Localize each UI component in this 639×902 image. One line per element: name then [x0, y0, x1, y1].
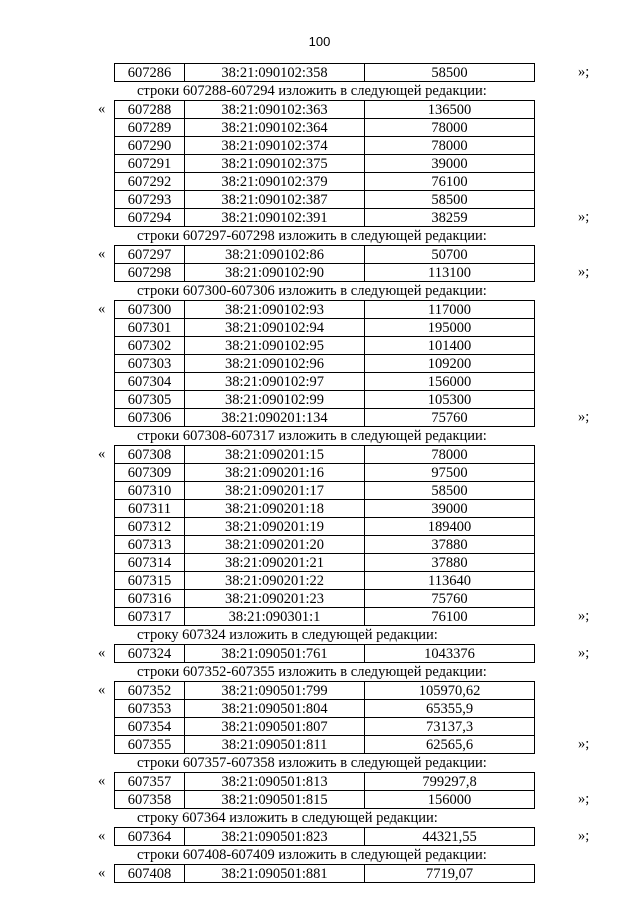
cadastral-number-cell: 38:21:090102:374 [185, 137, 365, 155]
table-row [115, 119, 535, 137]
table-row [115, 572, 535, 590]
table-row [115, 608, 535, 626]
cadastral-number-cell: 38:21:090301:1 [185, 608, 365, 626]
row-code-cell: 607304 [115, 373, 185, 391]
row-code-cell: 607286 [115, 64, 185, 82]
cadastral-number-cell: 38:21:090501:799 [185, 682, 365, 700]
value-cell: 113100 [365, 264, 535, 282]
value-cell: 58500 [365, 191, 535, 209]
value-cell: 76100 [365, 173, 535, 191]
value-cell: 113640 [365, 572, 535, 590]
table-row [115, 518, 535, 536]
row-code-cell: 607353 [115, 700, 185, 718]
table-row [115, 482, 535, 500]
row-code-cell: 607357 [115, 773, 185, 791]
value-cell: 37880 [365, 554, 535, 572]
row-code-cell: 607293 [115, 191, 185, 209]
cadastral-number-cell: 38:21:090102:363 [185, 101, 365, 119]
table-row [115, 337, 535, 355]
opening-quote: « [98, 773, 106, 789]
cadastral-number-cell: 38:21:090201:134 [185, 409, 365, 427]
value-cell: 39000 [365, 155, 535, 173]
cadastral-number-cell: 38:21:090102:375 [185, 155, 365, 173]
cadastral-number-cell: 38:21:090501:881 [185, 865, 365, 883]
cadastral-number-cell: 38:21:090102:391 [185, 209, 365, 227]
table-row [115, 536, 535, 554]
cadastral-number-cell: 38:21:090201:15 [185, 446, 365, 464]
opening-quote: « [98, 865, 106, 881]
closing-quote: »; [578, 409, 590, 425]
cadastral-number-cell: 38:21:090501:813 [185, 773, 365, 791]
row-code-cell: 607294 [115, 209, 185, 227]
value-cell: 37880 [365, 536, 535, 554]
table-row [115, 101, 535, 119]
closing-quote: »; [578, 736, 590, 752]
table-row [115, 319, 535, 337]
closing-quote: »; [578, 828, 590, 844]
row-code-cell: 607302 [115, 337, 185, 355]
row-code-cell: 607315 [115, 572, 185, 590]
amendment-heading: строки 607300-607306 изложить в следующей редакции: [137, 283, 487, 299]
cadastral-number-cell: 38:21:090201:16 [185, 464, 365, 482]
table-row [115, 645, 535, 663]
page-number: 100 [308, 34, 331, 49]
rows-table [114, 300, 535, 427]
amendment-heading: строку 607324 изложить в следующей редакции: [137, 627, 438, 643]
rows-table [114, 445, 535, 626]
row-code-cell: 607312 [115, 518, 185, 536]
table-row [115, 682, 535, 700]
row-code-cell: 607298 [115, 264, 185, 282]
row-code-cell: 607358 [115, 791, 185, 809]
cadastral-number-cell: 38:21:090102:95 [185, 337, 365, 355]
value-cell: 78000 [365, 137, 535, 155]
row-code-cell: 607288 [115, 101, 185, 119]
table-row [115, 246, 535, 264]
cadastral-number-cell: 38:21:090201:21 [185, 554, 365, 572]
table-row [115, 773, 535, 791]
amendment-heading: строки 607297-607298 изложить в следующей редакции: [137, 228, 487, 244]
opening-quote: « [98, 246, 106, 262]
amendment-block [0, 846, 639, 883]
row-code-cell: 607324 [115, 645, 185, 663]
closing-quote: »; [578, 608, 590, 624]
table-row [115, 355, 535, 373]
table-row [115, 191, 535, 209]
amendment-block [0, 626, 639, 663]
amendment-block [0, 227, 639, 282]
row-code-cell: 607309 [115, 464, 185, 482]
value-cell: 78000 [365, 446, 535, 464]
value-cell: 195000 [365, 319, 535, 337]
table-row [115, 500, 535, 518]
table-row [115, 64, 535, 82]
value-cell: 58500 [365, 64, 535, 82]
value-cell: 75760 [365, 590, 535, 608]
row-code-cell: 607292 [115, 173, 185, 191]
row-code-cell: 607300 [115, 301, 185, 319]
row-code-cell: 607297 [115, 246, 185, 264]
value-cell: 109200 [365, 355, 535, 373]
cadastral-number-cell: 38:21:090201:17 [185, 482, 365, 500]
amendment-block [0, 63, 639, 82]
row-code-cell: 607408 [115, 865, 185, 883]
rows-table [114, 644, 535, 663]
row-code-cell: 607316 [115, 590, 185, 608]
closing-quote: »; [578, 264, 590, 280]
closing-quote: »; [578, 791, 590, 807]
rows-table [114, 245, 535, 282]
row-code-cell: 607313 [115, 536, 185, 554]
value-cell: 62565,6 [365, 736, 535, 754]
table-row [115, 736, 535, 754]
value-cell: 58500 [365, 482, 535, 500]
opening-quote: « [98, 682, 106, 698]
cadastral-number-cell: 38:21:090201:18 [185, 500, 365, 518]
table-row [115, 446, 535, 464]
table-row [115, 464, 535, 482]
closing-quote: »; [578, 645, 590, 661]
cadastral-number-cell: 38:21:090102:364 [185, 119, 365, 137]
amendment-heading: строки 607288-607294 изложить в следующей редакции: [137, 83, 487, 99]
closing-quote: »; [578, 64, 590, 80]
row-code-cell: 607352 [115, 682, 185, 700]
cadastral-number-cell: 38:21:090501:761 [185, 645, 365, 663]
amendment-block [0, 82, 639, 227]
row-code-cell: 607303 [115, 355, 185, 373]
table-row [115, 373, 535, 391]
row-code-cell: 607355 [115, 736, 185, 754]
value-cell: 78000 [365, 119, 535, 137]
value-cell: 76100 [365, 608, 535, 626]
cadastral-number-cell: 38:21:090201:20 [185, 536, 365, 554]
table-row [115, 155, 535, 173]
value-cell: 75760 [365, 409, 535, 427]
amendment-block [0, 809, 639, 846]
value-cell: 50700 [365, 246, 535, 264]
cadastral-number-cell: 38:21:090102:93 [185, 301, 365, 319]
row-code-cell: 607305 [115, 391, 185, 409]
value-cell: 156000 [365, 373, 535, 391]
row-code-cell: 607311 [115, 500, 185, 518]
row-code-cell: 607314 [115, 554, 185, 572]
value-cell: 105300 [365, 391, 535, 409]
row-code-cell: 607310 [115, 482, 185, 500]
table-row [115, 590, 535, 608]
value-cell: 101400 [365, 337, 535, 355]
table-row [115, 301, 535, 319]
amendment-heading: строку 607364 изложить в следующей редакции: [137, 810, 438, 826]
closing-quote: »; [578, 209, 590, 225]
cadastral-number-cell: 38:21:090102:387 [185, 191, 365, 209]
value-cell: 189400 [365, 518, 535, 536]
amendment-block [0, 754, 639, 809]
amendment-heading: строки 607352-607355 изложить в следующей редакции: [137, 664, 487, 680]
value-cell: 65355,9 [365, 700, 535, 718]
table-row [115, 391, 535, 409]
cadastral-number-cell: 38:21:090201:23 [185, 590, 365, 608]
amendment-heading: строки 607357-607358 изложить в следующей редакции: [137, 755, 487, 771]
cadastral-number-cell: 38:21:090201:22 [185, 572, 365, 590]
opening-quote: « [98, 301, 106, 317]
cadastral-number-cell: 38:21:090102:358 [185, 64, 365, 82]
value-cell: 105970,62 [365, 682, 535, 700]
rows-table [114, 772, 535, 809]
rows-table [114, 63, 535, 82]
opening-quote: « [98, 828, 106, 844]
cadastral-number-cell: 38:21:090102:86 [185, 246, 365, 264]
cadastral-number-cell: 38:21:090102:90 [185, 264, 365, 282]
rows-table [114, 864, 535, 883]
table-row [115, 828, 535, 846]
value-cell: 97500 [365, 464, 535, 482]
row-code-cell: 607290 [115, 137, 185, 155]
value-cell: 39000 [365, 500, 535, 518]
cadastral-number-cell: 38:21:090501:811 [185, 736, 365, 754]
cadastral-number-cell: 38:21:090102:97 [185, 373, 365, 391]
opening-quote: « [98, 645, 106, 661]
table-row [115, 264, 535, 282]
table-row [115, 209, 535, 227]
table-row [115, 865, 535, 883]
amendment-heading: строки 607408-607409 изложить в следующей редакции: [137, 847, 487, 863]
value-cell: 38259 [365, 209, 535, 227]
cadastral-number-cell: 38:21:090501:804 [185, 700, 365, 718]
rows-table [114, 100, 535, 227]
amendment-block [0, 282, 639, 427]
value-cell: 117000 [365, 301, 535, 319]
row-code-cell: 607301 [115, 319, 185, 337]
row-code-cell: 607308 [115, 446, 185, 464]
table-row [115, 791, 535, 809]
table-row [115, 700, 535, 718]
value-cell: 799297,8 [365, 773, 535, 791]
cadastral-number-cell: 38:21:090102:96 [185, 355, 365, 373]
row-code-cell: 607291 [115, 155, 185, 173]
cadastral-number-cell: 38:21:090102:99 [185, 391, 365, 409]
value-cell: 73137,3 [365, 718, 535, 736]
cadastral-number-cell: 38:21:090501:815 [185, 791, 365, 809]
amendment-block [0, 663, 639, 754]
cadastral-number-cell: 38:21:090501:807 [185, 718, 365, 736]
opening-quote: « [98, 101, 106, 117]
table-row [115, 409, 535, 427]
value-cell: 1043376 [365, 645, 535, 663]
rows-table [114, 681, 535, 754]
row-code-cell: 607354 [115, 718, 185, 736]
rows-table [114, 827, 535, 846]
table-row [115, 137, 535, 155]
amendment-heading: строки 607308-607317 изложить в следующей редакции: [137, 428, 487, 444]
value-cell: 7719,07 [365, 865, 535, 883]
table-row [115, 173, 535, 191]
cadastral-number-cell: 38:21:090501:823 [185, 828, 365, 846]
row-code-cell: 607317 [115, 608, 185, 626]
opening-quote: « [98, 446, 106, 462]
cadastral-number-cell: 38:21:090201:19 [185, 518, 365, 536]
cadastral-number-cell: 38:21:090102:94 [185, 319, 365, 337]
value-cell: 136500 [365, 101, 535, 119]
document-body [0, 63, 639, 883]
row-code-cell: 607364 [115, 828, 185, 846]
value-cell: 44321,55 [365, 828, 535, 846]
row-code-cell: 607306 [115, 409, 185, 427]
cadastral-number-cell: 38:21:090102:379 [185, 173, 365, 191]
row-code-cell: 607289 [115, 119, 185, 137]
amendment-block [0, 427, 639, 626]
table-row [115, 718, 535, 736]
value-cell: 156000 [365, 791, 535, 809]
table-row [115, 554, 535, 572]
